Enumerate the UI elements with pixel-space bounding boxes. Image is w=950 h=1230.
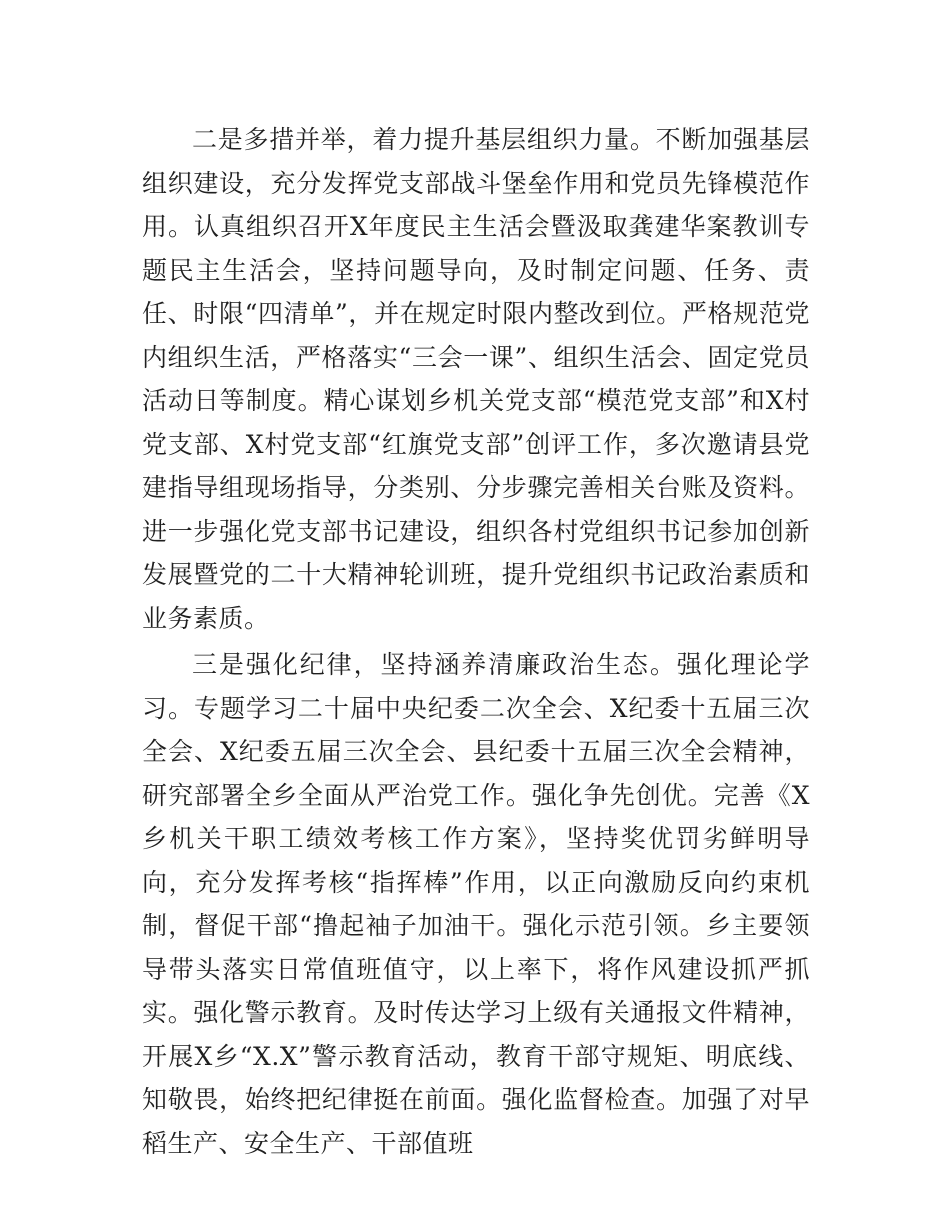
paragraph-discipline: 三是强化纪律，坚持涵养清廉政治生态。强化理论学习。专题学习二十届中央纪委二次全会、X纪委十五届三次全会、X纪委五届三次全会、县纪委十五届三次全会精神，研究部署全乡全面从严治党工作。强化争先创优。完善《X乡机关干职工绩效考核工作方案》，坚持奖优罚劣鲜明导向，充分发挥考核“指挥棒”作用，以正向激励反向约束机制，督促干部“撸起袖子加油干。强化示范引领。乡主要领导带头落实日常值班值守，以上率下，将作风建设抓严抓实。强化警示教育。及时传达学习上级有关通报文件精神，开展X乡“X.X”警示教育活动，教育干部守规矩、明底线、知敬畏，始终把纪律挺在前面。强化监督检查。加强了对早稻生产、安全生产、干部值班 <box>142 650 810 1158</box>
document-body <box>142 118 810 1165</box>
paragraph-organization: 二是多措并举，着力提升基层组织力量。不断加强基层组织建设，充分发挥党支部战斗堡垒作用和党员先锋模范作用。认真组织召开X年度民主生活会暨汲取龚建华案教训专题民主生活会，坚持问题导向，及时制定问题、任务、责任、时限“四清单”，并在规定时限内整改到位。严格规范党内组织生活，严格落实“三会一课”、组织生活会、固定党员活动日等制度。精心谋划乡机关党支部“模范党支部”和X村党支部、X村党支部“红旗党支部”创评工作，多次邀请县党建指导组现场指导，分类别、分步骤完善相关台账及资料。进一步强化党支部书记建设，组织各村党组织书记参加创新发展暨党的二十大精神轮训班，提升党组织书记政治素质和业务素质。 <box>142 125 810 633</box>
